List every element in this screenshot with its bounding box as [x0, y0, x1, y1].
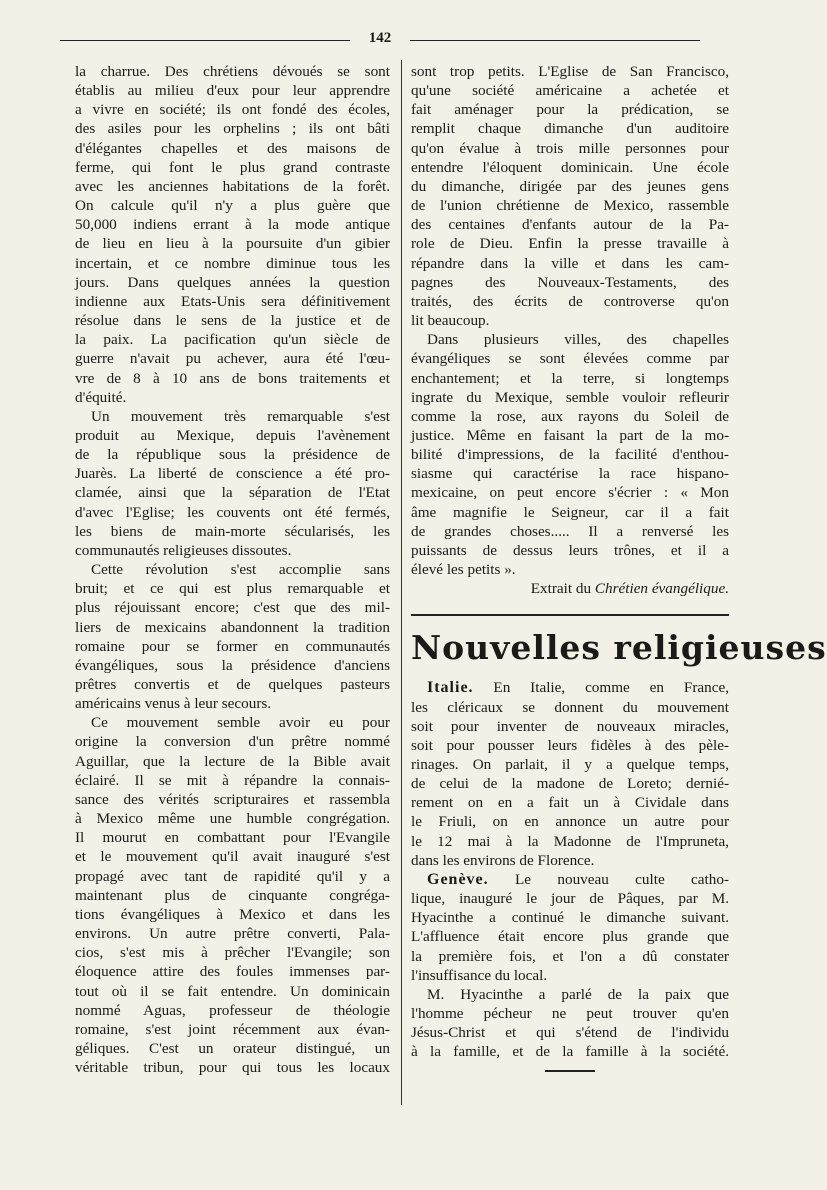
text-line: comme la rose, aux rayons du Soleil de — [411, 407, 729, 425]
text-line: romaine pour se former en communautés — [75, 637, 390, 655]
text-line: cios, s'est mis à prêcher l'Evangile; son — [75, 944, 390, 962]
text-line: des asiles pour les orphelins ; ils ont bâti — [75, 120, 390, 138]
text-line: Il mourut en combattant pour l'Evangile — [75, 829, 390, 847]
text-line: jours. Dans quelques années la question — [75, 273, 390, 291]
text-line: l'insuffisance du local. — [411, 966, 548, 984]
section-title: Nouvelles religieuses — [411, 628, 827, 668]
text-line: 50,000 indiens errant à la mode antique — [75, 216, 390, 234]
text-line: propagé avec tant de rapidité qu'il y a — [75, 867, 390, 885]
text-line: le Friuli, on en annonce un autre pour — [411, 813, 729, 831]
text-line: justice. Même en faisant la part de la mo- — [411, 426, 729, 444]
text-line: le 12 mai à la Madonne de l'Impruneta, — [411, 832, 729, 850]
text-line: avec les anciennes habitations de la forêt. — [75, 177, 390, 195]
text-line: de grandes choses..... Il a renversé les — [411, 522, 729, 540]
text-line: Un mouvement très remarquable s'est — [91, 407, 390, 425]
text-line: puissants de dessus leurs trônes, et il a — [411, 541, 729, 559]
text-line: sont trop petits. L'Eglise de San Francisco, — [411, 63, 729, 80]
text-line: Cette révolution s'est accomplie sans — [91, 561, 390, 579]
text-line: de la république sous la présidence de — [75, 446, 390, 464]
text-line: prêtres convertis et de quelques pasteurs — [75, 676, 390, 693]
text-line: d'avec l'Eglise; les couvents ont été fermés, — [75, 503, 390, 521]
text-line: qu'une société américaine a achetée et — [411, 82, 729, 100]
article-continuation — [411, 62, 729, 579]
right-column — [411, 62, 827, 1072]
text-line: qu'on évalue à trois mille personnes pour — [411, 139, 729, 157]
text-line: a vivre en société; ils ont fondé des écoles, — [75, 101, 390, 119]
text-line: répandre dans la ville et dans les cam- — [411, 254, 729, 272]
text-line: nommé Aguas, professeur de théologie — [75, 1001, 390, 1019]
text-line: origine la conversion d'un prêtre nommé — [75, 733, 390, 751]
text-line: la paix. La pacification qu'un siècle de — [75, 331, 390, 349]
source-prefix: Extrait du — [530, 580, 595, 598]
text-line: Hyacinthe a continué le dimanche suivant. — [411, 909, 729, 927]
text-line: enchantement; et la terre, si longtemps — [411, 369, 729, 387]
text-line: Juarès. La liberté de conscience a été pro- — [75, 465, 390, 483]
news-geneve — [411, 870, 729, 1062]
text-line: environs. Un autre prêtre converti, Pala- — [75, 925, 390, 943]
text-line: Genève. Le nouveau culte catho- — [427, 870, 729, 888]
text-line: de celui de la madone de Loreto; dernié- — [411, 775, 729, 793]
end-rule — [545, 1070, 595, 1072]
header-rule-right — [410, 40, 700, 41]
text-line: évangéliques, sous la présidence d'anciens — [75, 656, 390, 674]
text-line: rinages. On parlait, il y a quelque temps, — [411, 756, 729, 773]
text-line: dans les environs de Florence. — [411, 851, 595, 869]
text-line: éloquence attire des foules immenses par- — [75, 963, 390, 981]
text-line: la charrue. Des chrétiens dévoués se sont — [75, 63, 390, 80]
text-line: les biens de main-morte sécularisés, les — [75, 522, 390, 540]
text-line: pagnes des Nouveaux-Testaments, des — [411, 273, 729, 291]
section-rule — [411, 614, 729, 616]
source-line — [411, 579, 729, 598]
text-line: Italie. En Italie, comme en France, — [427, 679, 729, 697]
text-line: On calcule qu'il n'y a plus guère que — [75, 197, 390, 215]
header-rule-left — [60, 40, 350, 41]
text-line: ferme, qui font le plus grand contraste — [75, 158, 390, 176]
text-line: vre de 8 à 10 ans de bons traitements et — [75, 369, 390, 387]
news-lead: Italie. — [427, 679, 474, 697]
page-header — [60, 30, 700, 50]
text-line: incertain, et ce nombre diminue tous les — [75, 254, 390, 272]
text-line: guerre n'avait pu achever, aura été l'œu- — [75, 350, 390, 368]
left-column — [75, 62, 390, 1077]
text-line: produit au Mexique, depuis l'avènement — [75, 426, 390, 444]
text-line: de lieu en lieu à la poursuite d'un gibier — [75, 235, 390, 253]
text-line: sance des vérités scripturaires et rassembla — [75, 790, 390, 808]
text-line: tout où il se fait entendre. Un dominicain — [75, 982, 390, 1000]
text-line: d'élégantes chapelles et des maisons de — [75, 139, 390, 157]
text-line: lit beaucoup. — [411, 312, 490, 330]
text-line: siasme qui caractérise la race hispano- — [411, 465, 729, 483]
text-line: de l'union chrétienne de Mexico, rassemble — [411, 197, 729, 215]
text-line: évangéliques se sont élevées comme par — [411, 350, 729, 368]
text-line: d'équité. — [75, 388, 127, 406]
text-line: bilité d'impressions, de la facilité d'enthou- — [411, 446, 729, 464]
text-line: indienne aux Etats-Unis sera définitivement — [75, 292, 390, 310]
text-line: soit pour pousser leurs fidèles à des pèle- — [411, 736, 729, 754]
text-line: role de Dieu. Enfin la presse travaille à — [411, 235, 729, 253]
text-line: fait aménager pour la prédication, se — [411, 101, 729, 119]
column-divider — [401, 60, 402, 1105]
text-line: à Mexico même une humble congrégation. — [75, 810, 390, 828]
news-italie — [411, 678, 729, 870]
text-line: soit pour inventer de nouveaux miracles, — [411, 717, 729, 735]
text-line: maintenant plus de cinquante congréga- — [75, 886, 390, 904]
text-line: plus réjouissant encore; c'est que des mil- — [75, 599, 390, 617]
text-line: les cléricaux se donnent du mouvement — [411, 698, 729, 716]
text-line: des centaines d'enfants autour de la Pa- — [411, 216, 729, 234]
text-line: Aguillar, que la lecture de la Bible avait — [75, 752, 390, 770]
text-line: résolue dans le sens de la justice et de — [75, 312, 390, 330]
text-line: tions évangéliques à Mexico et dans les — [75, 905, 390, 923]
text-line: communautés religieuses dissoutes. — [75, 541, 292, 559]
text-line: à la famille, et de la famille à la société. — [411, 1043, 729, 1061]
text-line: rement on en a fait un à Cividale dans — [411, 794, 729, 812]
text-line: bruit; et ce qui est plus remarquable et — [75, 580, 390, 598]
text-line: établis au milieu d'eux pour leur apprendre — [75, 82, 390, 100]
text-line: remplit chaque dimanche d'un auditoire — [411, 120, 729, 138]
page-number: 142 — [368, 30, 392, 46]
text-line: ingrate du Mexique, semble vouloir refleurir — [411, 388, 729, 406]
text-line: M. Hyacinthe a parlé de la paix que — [427, 985, 729, 1003]
text-line: liers de mexicains abandonnent la tradition — [75, 618, 390, 636]
text-line: éclairé. Il se mit à répandre la connais- — [75, 771, 390, 789]
text-line: Ce mouvement semble avoir eu pour — [91, 714, 390, 732]
text-line: géliques. C'est un orateur distingué, un — [75, 1039, 390, 1057]
text-line: lique, inauguré le jour de Pâques, par M. — [411, 890, 729, 908]
news-lead: Genève. — [427, 870, 489, 888]
text-line: romaine, s'est joint récemment aux évan- — [75, 1020, 390, 1038]
text-line: Jésus-Christ et qui s'étend de l'individu — [411, 1024, 729, 1042]
text-line: traités, des écrits de controverse qu'on — [411, 292, 729, 310]
text-line: la première fois, et l'on a dû constater — [411, 947, 729, 965]
text-line: clamée, ainsi que la séparation de l'Etat — [75, 484, 390, 502]
text-line: entendre l'éloquent dominicain. Une école — [411, 158, 729, 176]
text-line: véritable tribun, pour qui tous les locaux — [75, 1059, 390, 1077]
text-line: L'affluence était encore plus grande que — [411, 928, 729, 946]
text-line: l'homme pécheur ne peut trouver qu'en — [411, 1005, 729, 1023]
text-line: mexicaine, on peut encore s'écrier : « Mon — [411, 484, 729, 502]
text-line: et le mouvement qu'il avait inauguré s'est — [75, 848, 390, 866]
text-line: américains venus à leur secours. — [75, 695, 272, 713]
source-title: Chrétien évangélique. — [594, 580, 729, 598]
text-line: Dans plusieurs villes, des chapelles — [427, 331, 729, 349]
text-line: élevé les petits ». — [411, 561, 516, 579]
text-line: du dimanche, dirigée par des jeunes gens — [411, 177, 729, 195]
text-line: âme magnifie le Seigneur, car il a fait — [411, 503, 729, 521]
